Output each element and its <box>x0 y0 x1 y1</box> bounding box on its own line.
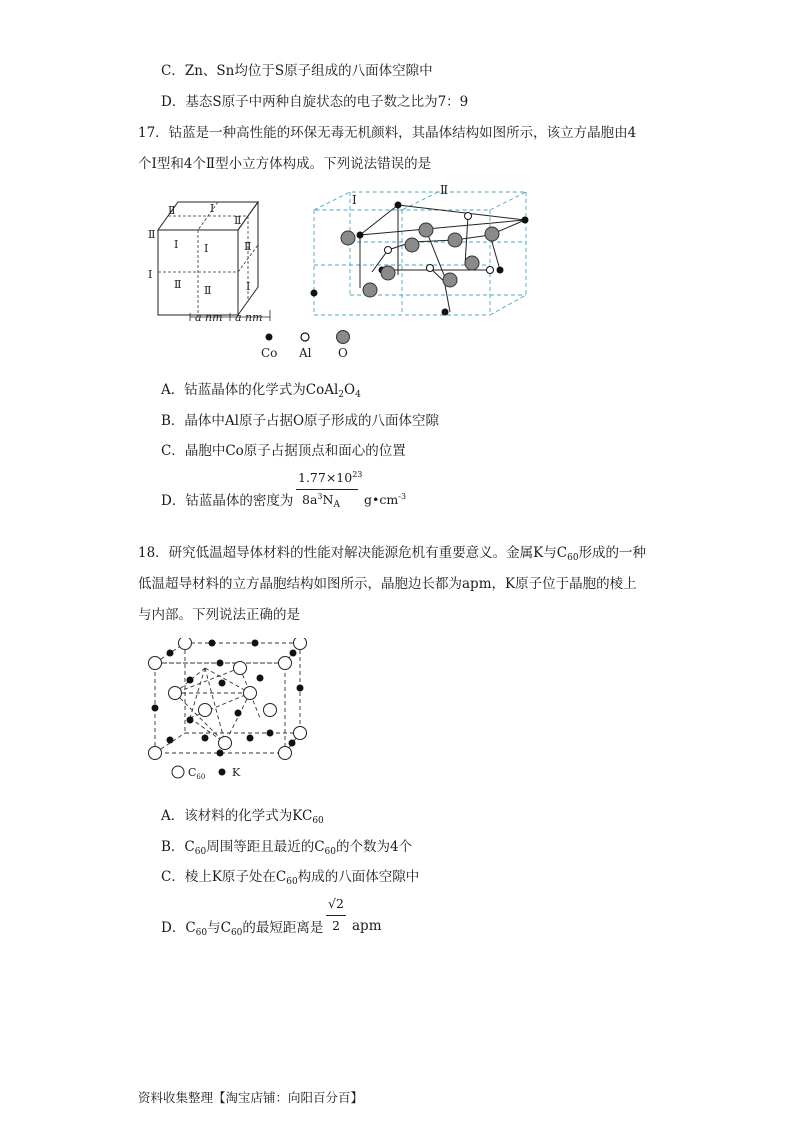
q17-option-a: A．钴蓝晶体的化学式为$CoAl_2O_4$ <box>161 382 361 400</box>
dim-label: a nm <box>235 311 263 324</box>
co-atom <box>522 217 529 224</box>
q17-density-denominator: $8a^3N_A$ <box>302 492 340 510</box>
q18-option-b: B．$C_{60}$周围等距且最近的$C_{60}$的个数为4个 <box>161 839 413 857</box>
al-atom <box>385 247 392 254</box>
o-legend-icon <box>337 331 350 344</box>
co-atom <box>395 202 402 209</box>
al-atom <box>465 213 472 220</box>
c60-molecule <box>244 687 257 700</box>
k-atom <box>267 730 274 737</box>
k-atom <box>152 705 159 712</box>
o-atom <box>448 233 462 247</box>
k-atom <box>167 650 174 657</box>
cube-label: Ⅰ <box>204 242 209 255</box>
c60-legend-icon <box>172 766 184 778</box>
q17-structure-figure <box>300 180 540 325</box>
o-atom <box>363 283 377 297</box>
q18-stem-line1: 18．研究低温超导体材料的性能对解决能源危机有重要意义。金属K与$C_{60}$形成的一种 <box>138 545 647 563</box>
fraction-denominator: 2 <box>332 918 340 933</box>
al-atom <box>487 267 494 274</box>
co-legend-icon <box>266 334 273 341</box>
cube-label: Ⅰ <box>210 202 215 215</box>
k-atom <box>167 737 174 744</box>
c60-molecule <box>179 638 192 650</box>
c60-molecule <box>199 704 212 717</box>
q16-option-c: C．Zn、Sn均位于S原子组成的八面体空隙中 <box>161 63 433 79</box>
c60-molecule <box>279 657 292 670</box>
k-atom <box>252 640 259 647</box>
c60-molecule <box>219 737 232 750</box>
c60-molecule <box>149 747 162 760</box>
q18-option-c: C．棱上K原子处在$C_{60}$构成的八面体空隙中 <box>161 869 420 887</box>
q17-option-c: C．晶胞中Co原子占据顶点和面心的位置 <box>161 443 406 459</box>
k-atom <box>202 735 209 742</box>
type-label: Ⅱ <box>440 183 449 197</box>
o-atom <box>465 256 479 270</box>
c60-molecule <box>264 704 277 717</box>
q17-density-unit: $g•cm^{-3}$ <box>364 492 407 507</box>
q17-option-b: B．晶体中Al原子占据O原子形成的八面体空隙 <box>161 413 440 429</box>
co-atom <box>497 267 504 274</box>
k-atom <box>235 710 242 717</box>
k-atom <box>217 660 224 667</box>
k-atom <box>187 717 194 724</box>
fraction-bar <box>296 489 358 490</box>
co-atom <box>311 290 318 297</box>
o-atom <box>405 238 419 252</box>
q16-option-d: D．基态S原子中两种自旋状态的电子数之比为7：9 <box>161 94 469 110</box>
cube-label: Ⅱ <box>244 240 252 253</box>
c60-molecule <box>279 747 292 760</box>
c60-molecule <box>169 687 182 700</box>
cube-label: Ⅱ <box>148 228 156 241</box>
q17-option-d-label: D．钴蓝晶体的密度为 <box>161 493 294 509</box>
q18-cell-figure <box>140 638 315 783</box>
cube-label: Ⅰ <box>246 280 251 293</box>
k-atom <box>257 675 264 682</box>
q17-stem-line2: 个Ⅰ型和4个Ⅱ型小立方体构成。下列说法错误的是 <box>138 156 432 172</box>
o-atom <box>485 227 499 241</box>
c60-molecule <box>149 657 162 670</box>
k-atom <box>219 680 226 687</box>
cube-label: Ⅱ <box>168 204 176 217</box>
k-atom <box>289 740 296 747</box>
q18-option-a: A．该材料的化学式为$KC_{60}$ <box>161 808 324 826</box>
q17-density-numerator: $1.77\times 10^{23}$ <box>298 470 363 485</box>
q18-option-d: D．$C_{60}$与$C_{60}$的最短距离是 <box>161 920 324 938</box>
c60-molecule <box>294 727 307 740</box>
dim-label: a nm <box>195 311 223 324</box>
legend-co: Co <box>261 346 278 360</box>
cube-label: Ⅱ <box>204 284 212 297</box>
q17-stem-line1: 17．钴蓝是一种高性能的环保无毒无机颜料，其晶体结构如图所示，该立方晶胞由4 <box>138 125 637 141</box>
distance-unit: apm <box>352 918 382 934</box>
legend-o: O <box>338 346 348 360</box>
fraction-bar <box>326 915 346 916</box>
cube-label: Ⅰ <box>148 268 153 281</box>
k-atom <box>187 677 194 684</box>
cube-label: Ⅱ <box>174 278 182 291</box>
k-legend-icon <box>219 769 226 776</box>
k-atom <box>209 640 216 647</box>
o-atom <box>443 273 457 287</box>
c60-molecule <box>234 662 247 675</box>
k-atom <box>247 735 254 742</box>
sqrt-two-numerator: √2 <box>328 896 344 911</box>
o-atom <box>419 223 433 237</box>
co-atom <box>357 232 364 239</box>
footer-source: 资料收集整理【淘宝店铺：向阳百分百】 <box>138 1090 364 1105</box>
q17-legend <box>255 330 365 362</box>
k-atom <box>217 750 224 757</box>
legend-c60: $C_{60}$ <box>188 766 206 781</box>
c60-molecule <box>294 638 307 650</box>
o-atom <box>341 231 355 245</box>
type-label: Ⅰ <box>352 193 357 207</box>
k-atom <box>290 650 297 657</box>
o-atom <box>381 266 395 280</box>
cube-label: Ⅰ <box>174 238 179 251</box>
k-atom <box>297 685 304 692</box>
al-atom <box>427 265 434 272</box>
cube-label: Ⅱ <box>234 214 242 227</box>
legend-k: K <box>232 766 241 779</box>
al-legend-icon <box>301 333 309 341</box>
legend-al: Al <box>299 346 312 360</box>
q18-stem-line2: 低温超导材料的立方晶胞结构如图所示，晶胞边长都为apm，K原子位于晶胞的棱上 <box>138 576 637 592</box>
co-atom <box>442 309 449 316</box>
q18-stem-line3: 与内部。下列说法正确的是 <box>138 607 300 623</box>
q17-cube-figure <box>138 190 298 330</box>
